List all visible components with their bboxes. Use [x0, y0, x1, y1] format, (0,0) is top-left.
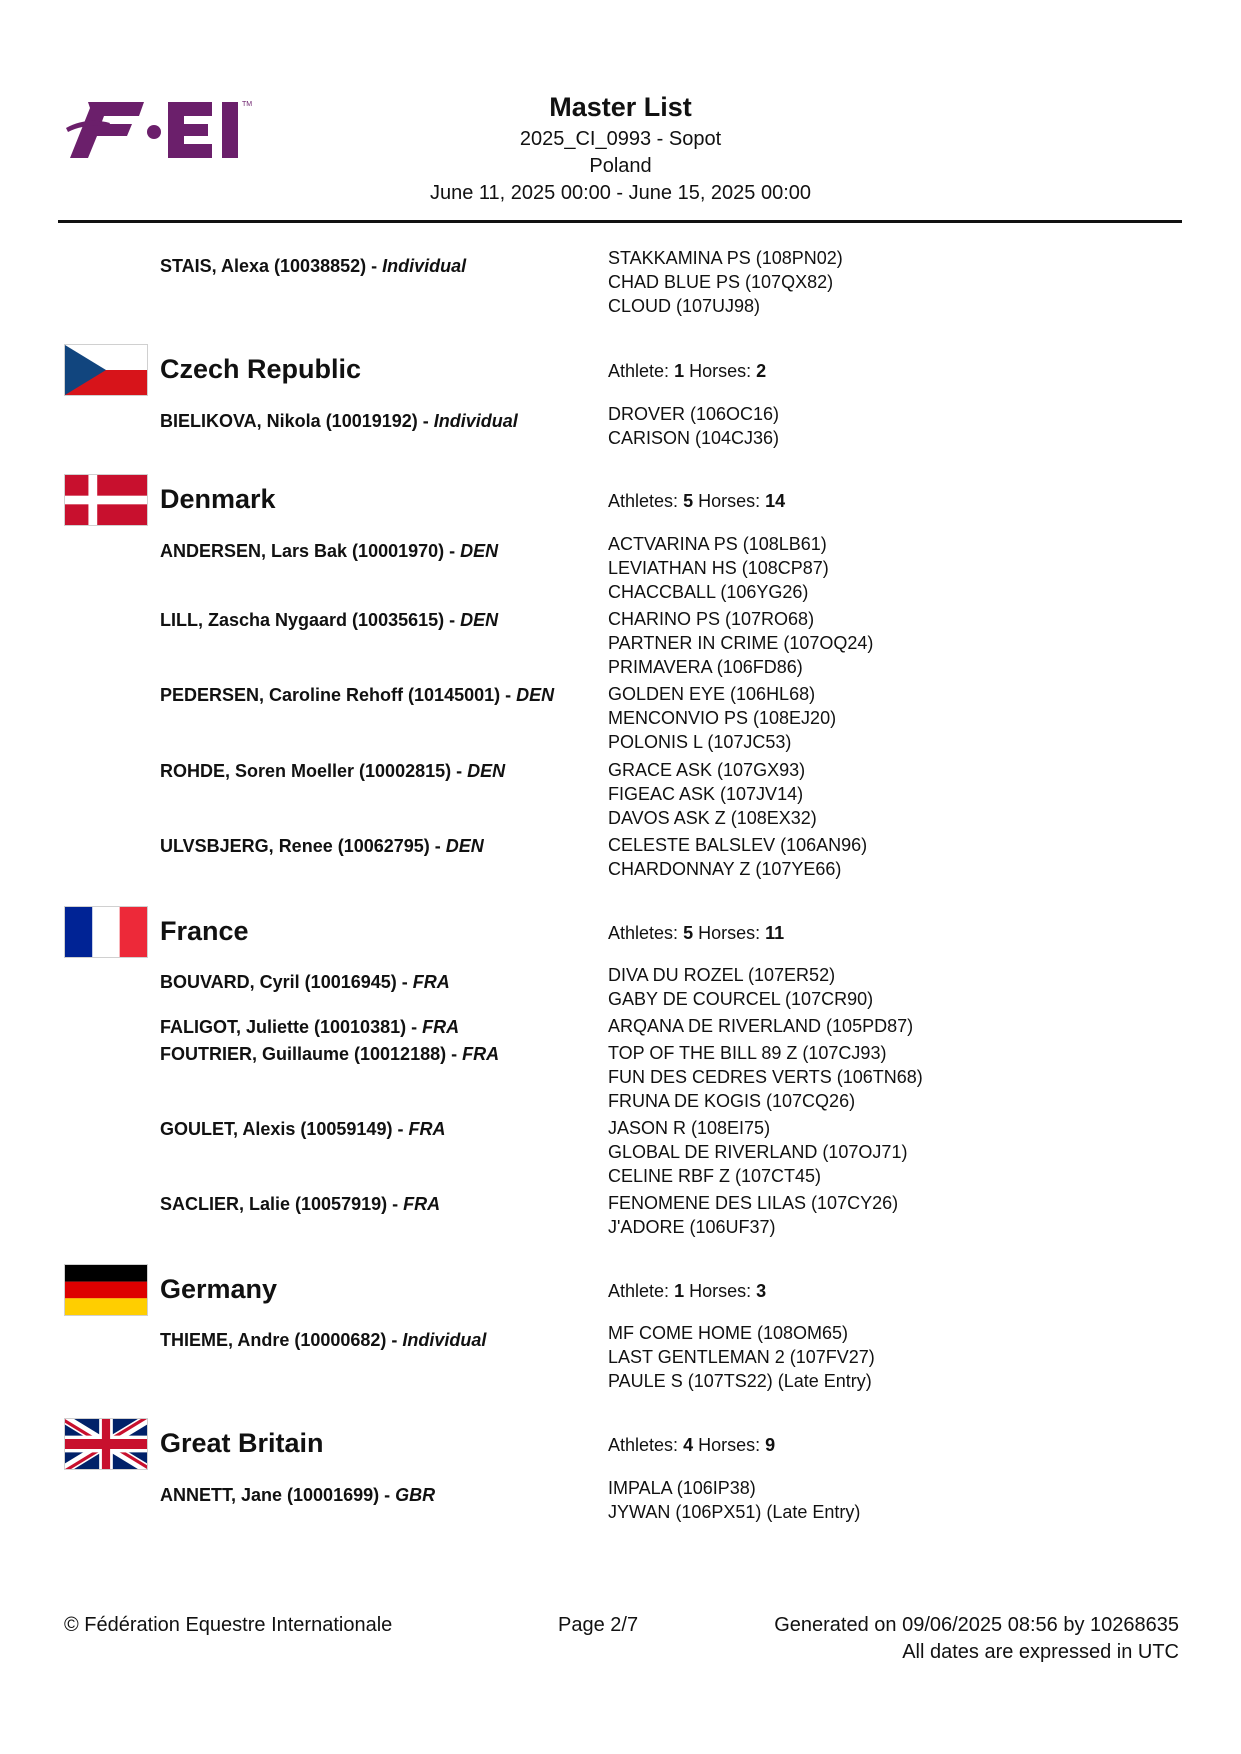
horse-item: CELINE RBF Z (107CT45) — [608, 1166, 822, 1186]
horse-list — [608, 1014, 913, 1038]
horse-item: POLONIS L (107JC53) — [608, 732, 792, 752]
horse-item: GABY DE COURCEL (107CR90) — [608, 989, 874, 1009]
horse-list — [608, 833, 867, 881]
horse-list — [608, 682, 836, 754]
horse-item: TOP OF THE BILL 89 Z (107CJ93) — [608, 1043, 887, 1063]
horse-list — [608, 1041, 923, 1113]
horse-item: CARISON (104CJ36) — [608, 428, 780, 448]
country-name: Denmark — [160, 484, 276, 514]
athlete-entry: BOUVARD, Cyril (10016945) - FRA — [160, 972, 450, 992]
horse-item: ARQANA DE RIVERLAND (105PD87) — [608, 1016, 914, 1036]
horse-item: MF COME HOME (108OM65) — [608, 1323, 849, 1343]
country-counts: Athletes: 5 Horses: 11 — [608, 923, 785, 943]
footer-copyright: © Fédération Equestre Internationale — [64, 1614, 393, 1636]
horse-item: DROVER (106OC16) — [608, 404, 780, 424]
footer-generated: Generated on 09/06/2025 08:56 by 10268635 — [774, 1614, 1179, 1636]
page-title: Master List — [549, 92, 692, 122]
athlete-entry: THIEME, Andre (10000682) - Individual — [160, 1330, 487, 1350]
czech-flag-icon — [64, 344, 148, 396]
horse-item: CHARINO PS (107RO68) — [608, 609, 815, 629]
country-counts: Athletes: 5 Horses: 14 — [608, 491, 786, 511]
horse-item: PRIMAVERA (106FD86) — [608, 657, 803, 677]
event-country: Poland — [589, 155, 652, 177]
horse-item: JYWAN (106PX51) (Late Entry) — [608, 1502, 861, 1522]
horse-item: JASON R (108EI75) — [608, 1118, 771, 1138]
horse-list — [608, 1476, 860, 1524]
horse-list — [608, 1191, 898, 1239]
athlete-entry: STAIS, Alexa (10038852) - Individual — [160, 256, 467, 276]
country-name: Czech Republic — [160, 354, 362, 384]
horse-item: FUN DES CEDRES VERTS (106TN68) — [608, 1067, 923, 1087]
horse-item: GLOBAL DE RIVERLAND (107OJ71) — [608, 1142, 908, 1162]
horse-list — [608, 402, 779, 450]
horse-item: PARTNER IN CRIME (107OQ24) — [608, 633, 874, 653]
athlete-entry: LILL, Zascha Nygaard (10035615) - DEN — [160, 610, 499, 630]
horse-item: LEVIATHAN HS (108CP87) — [608, 558, 829, 578]
svg-text:TM: TM — [242, 101, 253, 108]
country-counts: Athlete: 1 Horses: 3 — [608, 1281, 767, 1301]
horse-list — [608, 607, 873, 679]
event-dates: June 11, 2025 00:00 - June 15, 2025 00:00 — [429, 182, 812, 204]
athlete-entry: BIELIKOVA, Nikola (10019192) - Individual — [160, 411, 518, 431]
danish-flag-icon — [64, 474, 148, 526]
horse-list — [608, 758, 817, 830]
athlete-entry: SACLIER, Lalie (10057919) - FRA — [160, 1194, 441, 1214]
horse-item: IMPALA (106IP38) — [608, 1478, 756, 1498]
horse-item: DIVA DU ROZEL (107ER52) — [608, 965, 836, 985]
horse-item: FIGEAC ASK (107JV14) — [608, 784, 804, 804]
horse-item: CHARDONNAY Z (107YE66) — [608, 859, 842, 879]
athlete-entry: ANNETT, Jane (10001699) - GBR — [160, 1485, 436, 1505]
country-name: Germany — [160, 1274, 278, 1304]
horse-list — [608, 1321, 875, 1393]
event-code: 2025_CI_0993 - Sopot — [519, 128, 722, 150]
horse-item: FRUNA DE KOGIS (107CQ26) — [608, 1091, 856, 1111]
athlete-entry: ULVSBJERG, Renee (10062795) - DEN — [160, 836, 484, 856]
horse-list — [608, 963, 873, 1011]
horse-item: GRACE ASK (107GX93) — [608, 760, 806, 780]
horse-item: ACTVARINA PS (108LB61) — [608, 534, 827, 554]
country-name: Great Britain — [160, 1428, 324, 1458]
horse-item: CELESTE BALSLEV (106AN96) — [608, 835, 868, 855]
horse-item: PAULE S (107TS22) (Late Entry) — [608, 1371, 872, 1391]
horse-item: FENOMENE DES LILAS (107CY26) — [608, 1193, 899, 1213]
horse-list — [608, 1116, 907, 1188]
athlete-entry: GOULET, Alexis (10059149) - FRA — [160, 1119, 446, 1139]
header-divider — [58, 220, 1182, 223]
horse-item: CHAD BLUE PS (107QX82) — [608, 272, 834, 292]
athlete-entry: PEDERSEN, Caroline Rehoff (10145001) - DEN — [160, 685, 555, 705]
horse-item: J'ADORE (106UF37) — [608, 1217, 776, 1237]
athlete-entry: ANDERSEN, Lars Bak (10001970) - DEN — [160, 541, 499, 561]
footer-utc-note: All dates are expressed in UTC — [902, 1641, 1179, 1663]
country-counts: Athlete: 1 Horses: 2 — [608, 361, 767, 381]
page-number: Page 2/7 — [558, 1614, 639, 1636]
british-flag-icon — [64, 1418, 148, 1470]
horse-item: DAVOS ASK Z (108EX32) — [608, 808, 817, 828]
athlete-entry: FALIGOT, Juliette (10010381) - FRA — [160, 1017, 460, 1037]
athlete-entry: ROHDE, Soren Moeller (10002815) - DEN — [160, 761, 506, 781]
french-flag-icon — [64, 906, 148, 958]
country-name: France — [160, 916, 249, 946]
german-flag-icon — [64, 1264, 148, 1316]
horse-list — [608, 246, 843, 318]
horse-item: STAKKAMINA PS (108PN02) — [608, 248, 843, 268]
horse-item: CHACCBALL (106YG26) — [608, 582, 809, 602]
horse-item: LAST GENTLEMAN 2 (107FV27) — [608, 1347, 875, 1367]
horse-item: MENCONVIO PS (108EJ20) — [608, 708, 837, 728]
horse-list — [608, 532, 829, 604]
horse-item: GOLDEN EYE (106HL68) — [608, 684, 816, 704]
horse-item: CLOUD (107UJ98) — [608, 296, 761, 316]
athlete-entry: FOUTRIER, Guillaume (10012188) - FRA — [160, 1044, 500, 1064]
country-counts: Athletes: 4 Horses: 9 — [608, 1435, 776, 1455]
